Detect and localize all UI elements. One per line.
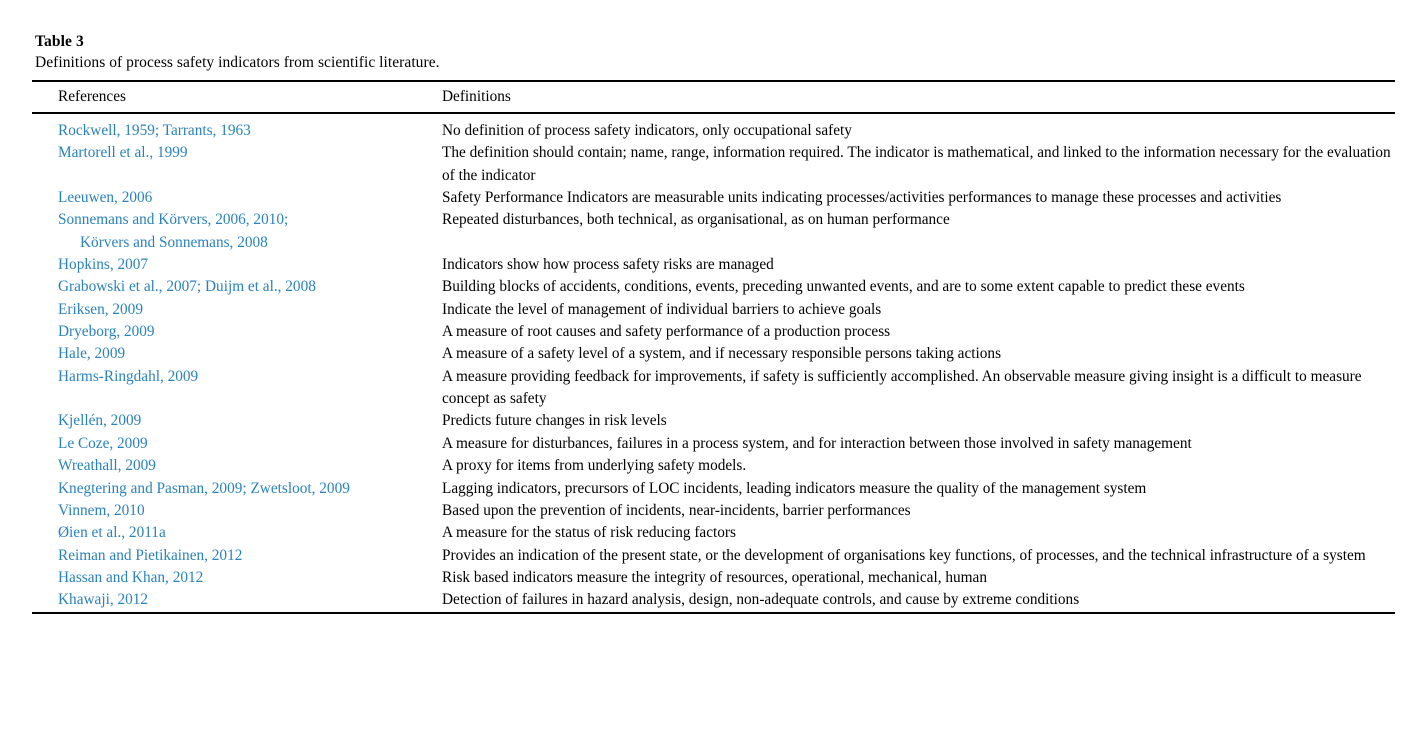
- definition-cell: Predicts future changes in risk levels: [442, 412, 667, 430]
- reference-link[interactable]: Vinnem, 2010: [58, 501, 145, 519]
- reference-link[interactable]: Le Coze, 2009: [58, 434, 148, 452]
- reference-cell: [32, 522, 436, 544]
- reference-link[interactable]: Dryeborg, 2009: [58, 323, 155, 341]
- reference-cell: [32, 500, 436, 522]
- reference-cell: [32, 187, 436, 209]
- column-header-definitions: Definitions: [436, 81, 1395, 113]
- reference-link[interactable]: Hassan and Khan, 2012: [58, 568, 204, 586]
- table-row: [32, 187, 1395, 209]
- reference-cell: [32, 366, 436, 411]
- definition-cell: Indicators show how process safety risks are managed: [442, 256, 774, 274]
- reference-link[interactable]: Knegtering and Pasman, 2009; Zwetsloot, 2009: [58, 479, 350, 497]
- table-row: [32, 209, 1395, 254]
- reference-cell: [32, 589, 436, 611]
- reference-cell: [32, 321, 436, 343]
- definition-cell: Repeated disturbances, both technical, as organisational, as on human performance: [442, 211, 950, 229]
- table-row: [32, 276, 1395, 298]
- reference-cell: [32, 254, 436, 276]
- definition-cell: The definition should contain; name, range, information required. The indicator is mathematical, and linked to the information necessary for the evaluation of the indicator: [442, 144, 1391, 184]
- definition-cell: Detection of failures in hazard analysis, design, non-adequate controls, and cause by extreme conditions: [442, 591, 1080, 609]
- column-header-references: References: [32, 81, 436, 113]
- reference-cell: [32, 410, 436, 432]
- reference-link[interactable]: Eriksen, 2009: [58, 300, 143, 318]
- definition-cell: Building blocks of accidents, conditions, events, preceding unwanted events, and are to some extent capable to predict these events: [442, 278, 1245, 296]
- table-row: [32, 567, 1395, 589]
- reference-cell: [32, 113, 436, 142]
- table-bottom-rule: [32, 612, 1395, 613]
- reference-cell: [32, 142, 436, 187]
- table-row: [32, 410, 1395, 432]
- table-row: [32, 343, 1395, 365]
- definition-cell: A measure for disturbances, failures in a process system, and for interaction between those involved in safety management: [442, 434, 1192, 452]
- definition-cell: No definition of process safety indicators, only occupational safety: [442, 122, 852, 139]
- table-row: [32, 299, 1395, 321]
- reference-link[interactable]: Rockwell, 1959; Tarrants, 1963: [58, 122, 251, 139]
- reference-link[interactable]: Grabowski et al., 2007; Duijm et al., 2008: [58, 278, 316, 296]
- reference-link[interactable]: Hale, 2009: [58, 345, 126, 363]
- table-body: [32, 113, 1395, 613]
- reference-link[interactable]: Martorell et al., 1999: [58, 144, 188, 162]
- definition-cell: Lagging indicators, precursors of LOC incidents, leading indicators measure the quality of the management system: [442, 479, 1147, 497]
- definition-cell: A measure of root causes and safety performance of a production process: [442, 323, 891, 341]
- reference-link[interactable]: Reiman and Pietikainen, 2012: [58, 546, 243, 564]
- reference-cell: [32, 433, 436, 455]
- definition-cell: Safety Performance Indicators are measurable units indicating processes/activities performances to manage these processes and activities: [442, 189, 1282, 207]
- table-header-row: [32, 81, 1395, 113]
- rule-segment: [436, 612, 1395, 613]
- definition-cell: Indicate the level of management of individual barriers to achieve goals: [442, 300, 882, 318]
- reference-link[interactable]: Wreathall, 2009: [58, 457, 156, 475]
- reference-link[interactable]: Khawaji, 2012: [58, 591, 149, 609]
- definition-cell: A measure providing feedback for improvements, if safety is sufficiently accomplished. An observable measure giving insight is a difficult to measure concept as safety: [442, 367, 1362, 408]
- table-row: [32, 142, 1395, 187]
- table-caption-text: Definitions of process safety indicators from scientific literature.: [35, 54, 440, 71]
- table-row: [32, 545, 1395, 567]
- table-row: [32, 478, 1395, 500]
- table-container: [32, 80, 1395, 614]
- definition-cell: Provides an indication of the present state, or the development of organisations key functions, of processes, and the technical infrastructure of a system: [442, 546, 1366, 564]
- rule-segment: [32, 612, 436, 613]
- reference-link[interactable]: Sonnemans and Körvers, 2006, 2010;: [58, 211, 289, 229]
- definitions-table: [32, 80, 1395, 614]
- definition-cell: A measure of a safety level of a system, and if necessary responsible persons taking actions: [442, 345, 1002, 363]
- reference-cell: [32, 455, 436, 477]
- table-number-label: Table 3: [35, 33, 84, 50]
- reference-link[interactable]: Hopkins, 2007: [58, 256, 149, 274]
- table-caption: [35, 32, 1395, 73]
- reference-link[interactable]: Harms-Ringdahl, 2009: [58, 367, 199, 385]
- definition-cell: A measure for the status of risk reducing factors: [442, 524, 736, 542]
- definition-cell: Based upon the prevention of incidents, near-incidents, barrier performances: [442, 501, 911, 519]
- table-row: [32, 522, 1395, 544]
- reference-link[interactable]: Leeuwen, 2006: [58, 189, 153, 207]
- table-row: [32, 589, 1395, 611]
- reference-cell: [32, 299, 436, 321]
- table-row: [32, 113, 1395, 142]
- table-row: [32, 321, 1395, 343]
- reference-cell: [32, 276, 436, 298]
- table-row: [32, 254, 1395, 276]
- reference-cell: [32, 209, 436, 254]
- table-row: [32, 455, 1395, 477]
- reference-cell: [32, 478, 436, 500]
- reference-cell: [32, 343, 436, 365]
- reference-cell: [32, 545, 436, 567]
- reference-link[interactable]: Kjellén, 2009: [58, 412, 142, 430]
- definition-cell: Risk based indicators measure the integrity of resources, operational, mechanical, human: [442, 568, 987, 586]
- reference-link[interactable]: Körvers and Sonnemans, 2008: [80, 233, 268, 251]
- table-row: [32, 366, 1395, 411]
- table-row: [32, 433, 1395, 455]
- table-header: [32, 81, 1395, 113]
- table-row: [32, 500, 1395, 522]
- reference-link[interactable]: Øien et al., 2011a: [58, 524, 166, 542]
- definition-cell: A proxy for items from underlying safety models.: [442, 457, 747, 475]
- reference-cell: [32, 567, 436, 589]
